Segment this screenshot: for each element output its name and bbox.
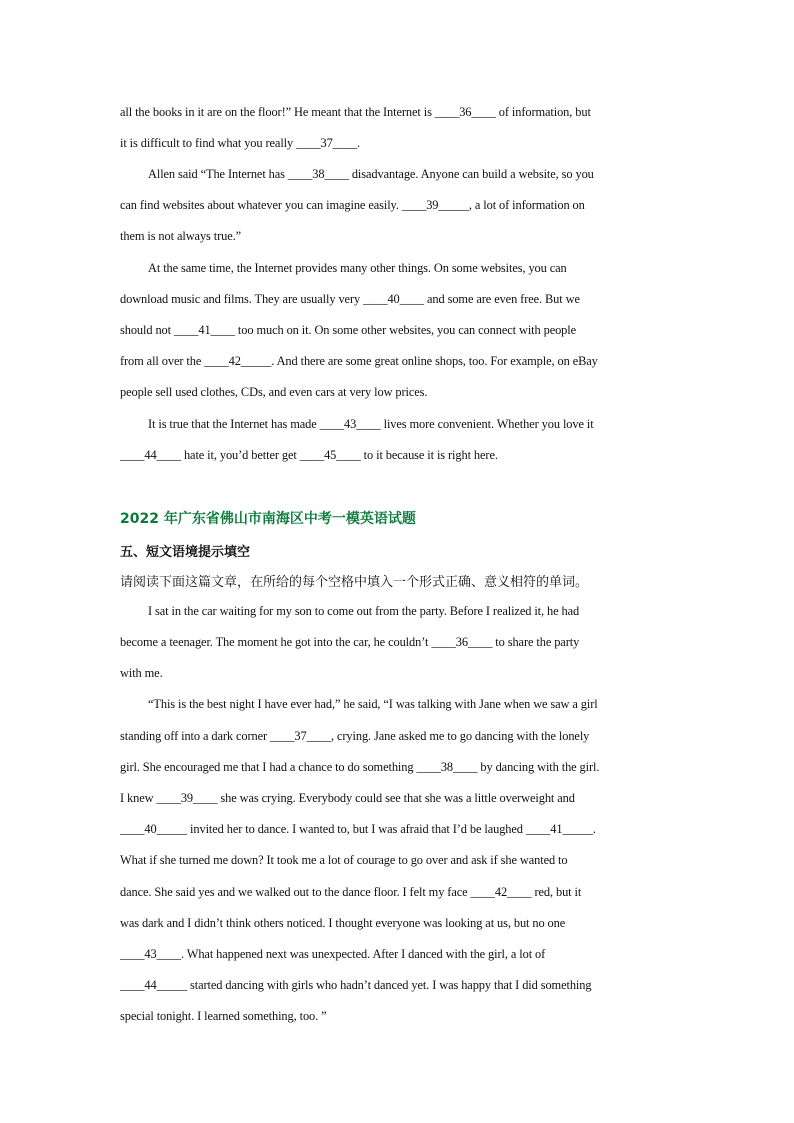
passage2-line: girl. She encouraged me that I had a chance to do something ____38____ by dancing with the girl.	[120, 760, 600, 774]
passage2-line: “This is the best night I have ever had,” he said, “I was talking with Jane when we saw a girl	[148, 697, 598, 711]
passage1-line: people sell used clothes, CDs, and even cars at very low prices.	[120, 385, 428, 399]
section-subtitle: 五、短文语境提示填空	[120, 545, 251, 560]
passage1-line: should not ____41____ too much on it. On some other websites, you can connect with people	[120, 323, 577, 337]
passage2-line: ____40_____ invited her to dance. I wanted to, but I was afraid that I’d be laughed ____41_____.	[120, 822, 596, 836]
passage1-line: all the books in it are on the floor!” He meant that the Internet is ____36____ of information, but	[120, 105, 591, 119]
section-title: 2022 年广东省佛山市南海区中考一模英语试题	[120, 511, 416, 527]
section-instruction: 请阅读下面这篇文章，在所给的每个空格中填入一个形式正确、意义相符的单词。	[120, 575, 589, 590]
passage2-line: What if she turned me down? It took me a lot of courage to go over and ask if she wanted to	[120, 853, 568, 867]
passage2-line: become a teenager. The moment he got into the car, he couldn’t ____36____ to share the party	[120, 635, 580, 649]
passage2-line: ____44_____ started dancing with girls who hadn’t danced yet. I was happy that I did something	[120, 978, 592, 992]
passage1-line: Allen said “The Internet has ____38____ disadvantage. Anyone can build a website, so you	[148, 167, 594, 181]
passage2-line: was dark and I didn’t think others noticed. I thought everyone was looking at us, but no one	[120, 916, 566, 930]
passage1-line: ____44____ hate it, you’d better get ____45____ to it because it is right here.	[120, 448, 498, 462]
passage1-line: It is true that the Internet has made ____43____ lives more convenient. Whether you love it	[148, 417, 594, 431]
passage2-line: with me.	[120, 666, 163, 680]
passage2-line: special tonight. I learned something, too. ”	[120, 1009, 327, 1023]
passage1-line: them is not always true.”	[120, 229, 242, 243]
passage1-line: can find websites about whatever you can imagine easily. ____39_____, a lot of information on	[120, 198, 585, 212]
passage2-line: ____43____. What happened next was unexpected. After I danced with the girl, a lot of	[120, 947, 546, 961]
passage2-line: I knew ____39____ she was crying. Everybody could see that she was a little overweight and	[120, 791, 575, 805]
passage1-line: At the same time, the Internet provides many other things. On some websites, you can	[148, 261, 567, 275]
passage2-line: I sat in the car waiting for my son to come out from the party. Before I realized it, he had	[148, 604, 580, 618]
passage1-line: from all over the ____42_____. And there are some great online shops, too. For example, on eBay	[120, 354, 598, 368]
passage1-line: it is difficult to find what you really ____37____.	[120, 136, 361, 150]
passage2-line: dance. She said yes and we walked out to the dance floor. I felt my face ____42____ red, but it	[120, 885, 582, 899]
passage2-line: standing off into a dark corner ____37____, crying. Jane asked me to go dancing with the lonely	[120, 729, 590, 743]
passage1-line: download music and films. They are usually very ____40____ and some are even free. But we	[120, 292, 580, 306]
